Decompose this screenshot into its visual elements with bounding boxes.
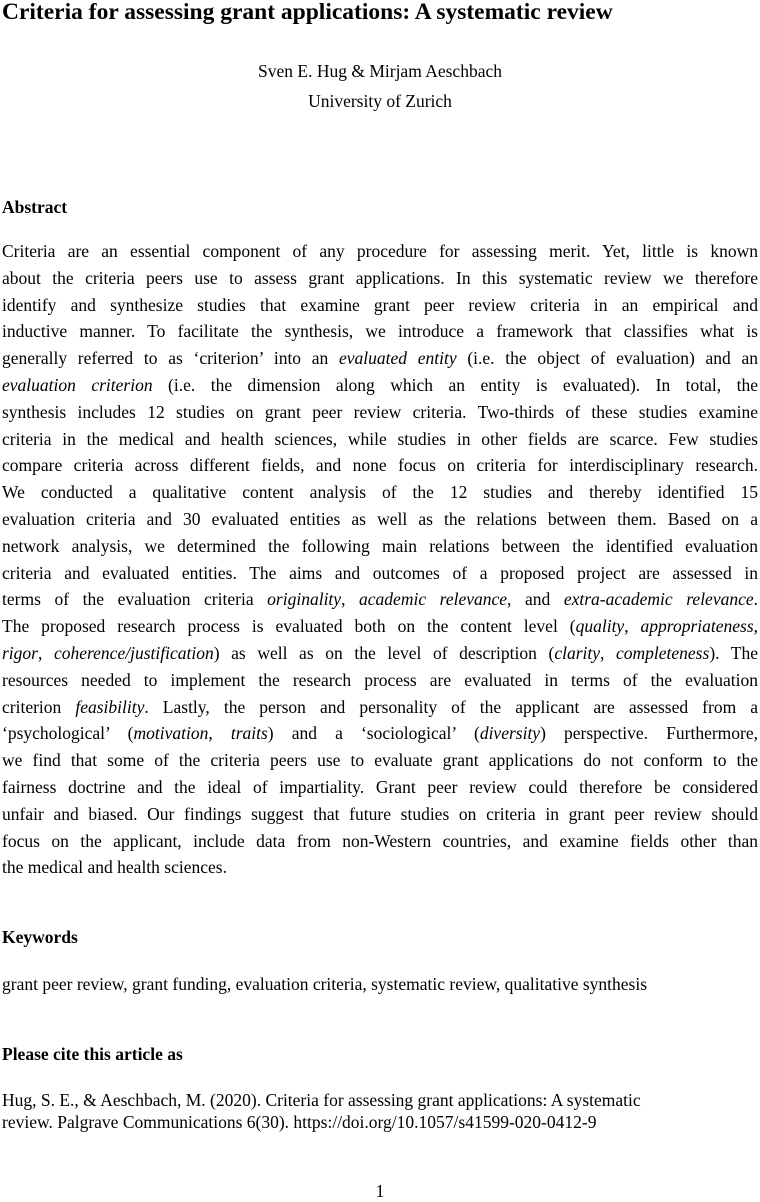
keywords-list: grant peer review, grant funding, evaluation criteria, systematic review, qualitative synthesis bbox=[2, 974, 648, 994]
abstract-text-run: ). The bbox=[709, 642, 759, 663]
abstract-emphasis: completeness bbox=[616, 642, 710, 663]
abstract-text-run: unfair and biased. Our findings suggest that future studies on criteria in grant peer review should bbox=[2, 803, 758, 824]
abstract-text-run: identify and synthesize studies that examine grant peer review criteria in an empirical and bbox=[2, 294, 758, 315]
citation-line[interactable]: review. Palgrave Communications 6(30). https://doi.org/10.1057/s41599-020-0412-9 bbox=[2, 1112, 597, 1132]
abstract-heading: Abstract bbox=[2, 197, 68, 217]
abstract-text-run: we find that some of the criteria peers use to evaluate grant applications do not conform to the bbox=[2, 750, 758, 771]
abstract-text-run: (i.e. the object of evaluation) and an bbox=[456, 348, 758, 369]
abstract-line bbox=[2, 774, 758, 801]
abstract-line bbox=[2, 828, 758, 855]
author-affiliation: University of Zurich bbox=[308, 91, 452, 111]
abstract-emphasis: academic relevance bbox=[359, 589, 508, 610]
abstract-line bbox=[2, 238, 758, 265]
abstract-text-run: compare criteria across different fields, and none focus on criteria for interdisciplinary research. bbox=[2, 455, 758, 476]
abstract-text-run: criteria and evaluated entities. The aims and outcomes of a proposed project are assessed in bbox=[2, 562, 758, 583]
abstract-text-run: , bbox=[624, 616, 641, 637]
abstract-text-run: evaluation criteria and 30 evaluated entities as well as the relations between them. Based on a bbox=[2, 508, 758, 529]
abstract-line bbox=[2, 560, 758, 587]
abstract-line bbox=[2, 613, 758, 640]
keywords-heading: Keywords bbox=[2, 927, 78, 947]
abstract-line bbox=[2, 854, 758, 881]
abstract-emphasis: diversity bbox=[479, 723, 541, 744]
abstract-text-run: about the criteria peers use to assess grant applications. In this systematic review we therefore bbox=[2, 267, 758, 288]
abstract-emphasis: clarity bbox=[554, 642, 601, 663]
abstract-line bbox=[2, 318, 758, 345]
abstract-line bbox=[2, 265, 758, 292]
abstract-line bbox=[2, 399, 758, 426]
abstract-text-run: terms of the evaluation criteria bbox=[2, 589, 268, 610]
abstract-line bbox=[2, 586, 758, 613]
abstract-text-run: the medical and health sciences. bbox=[2, 857, 227, 878]
abstract-text-run: The proposed research process is evaluated both on the content level ( bbox=[2, 616, 576, 637]
abstract-text-run: inductive manner. To facilitate the synthesis, we introduce a framework that classifies what is bbox=[2, 321, 758, 342]
abstract-text-run: Criteria are an essential component of any procedure for assessing merit. Yet, little is known bbox=[2, 241, 758, 261]
abstract-text-run: criteria in the medical and health sciences, while studies in other fields are scarce. Few studies bbox=[2, 428, 758, 449]
abstract-text-run: , and bbox=[507, 589, 564, 610]
abstract-text-run: , bbox=[341, 589, 360, 610]
abstract-line bbox=[2, 720, 758, 747]
citation-line: Hug, S. E., & Aeschbach, M. (2020). Criteria for assessing grant applications: A systematic bbox=[2, 1090, 641, 1110]
abstract-line bbox=[2, 506, 758, 533]
abstract-emphasis: traits bbox=[230, 723, 268, 744]
abstract-emphasis: quality bbox=[575, 616, 625, 637]
abstract-emphasis: rigor bbox=[2, 642, 38, 663]
abstract-body bbox=[2, 238, 758, 881]
abstract-text-run: ) perspective. Furthermore, bbox=[540, 723, 759, 744]
abstract-emphasis: motivation bbox=[133, 723, 209, 744]
abstract-emphasis: appropriateness bbox=[640, 616, 754, 637]
citation-heading: Please cite this article as bbox=[2, 1044, 183, 1064]
abstract-text-run: (i.e. the dimension along which an entity is evaluated). In total, the bbox=[152, 374, 758, 395]
abstract-line bbox=[2, 479, 758, 506]
abstract-line bbox=[2, 667, 758, 694]
abstract-line bbox=[2, 533, 758, 560]
abstract-text-run: synthesis includes 12 studies on grant peer review criteria. Two-thirds of these studies examine bbox=[2, 401, 758, 422]
abstract-text-run: generally referred to as ‘criterion’ into an bbox=[2, 348, 339, 369]
abstract-emphasis: evaluated entity bbox=[339, 348, 457, 369]
abstract-line bbox=[2, 452, 758, 479]
abstract-emphasis: feasibility bbox=[75, 696, 145, 717]
abstract-text-run: We conducted a qualitative content analysis of the 12 studies and thereby identified 15 bbox=[2, 482, 758, 503]
abstract-emphasis: evaluation criterion bbox=[2, 374, 153, 395]
abstract-line bbox=[2, 372, 758, 399]
abstract-text-run: . bbox=[753, 589, 758, 610]
abstract-text-run: , bbox=[600, 642, 616, 663]
abstract-text-run: . Lastly, the person and personality of the applicant are assessed from a bbox=[144, 696, 759, 717]
abstract-text-run: criterion bbox=[2, 696, 76, 717]
abstract-line bbox=[2, 801, 758, 828]
abstract-text-run: resources needed to implement the research process are evaluated in terms of the evaluation bbox=[2, 669, 758, 690]
abstract-emphasis: extra-academic relevance bbox=[563, 589, 754, 610]
abstract-line bbox=[2, 694, 758, 721]
abstract-emphasis: originality bbox=[267, 589, 342, 610]
paper-authors: Sven E. Hug & Mirjam Aeschbach bbox=[258, 61, 502, 81]
page-number: 1 bbox=[375, 1181, 385, 1201]
abstract-text-run: fairness doctrine and the ideal of impartiality. Grant peer review could therefore be considered bbox=[2, 776, 758, 797]
abstract-emphasis: coherence/justification bbox=[53, 642, 214, 663]
abstract-text-run: , bbox=[37, 642, 54, 663]
citation-text bbox=[2, 1089, 742, 1133]
abstract-line bbox=[2, 747, 758, 774]
paper-title: Criteria for assessing grant applications: A systematic review bbox=[2, 0, 613, 25]
abstract-line bbox=[2, 640, 758, 667]
abstract-text-run: ‘psychological’ ( bbox=[2, 723, 134, 744]
abstract-text-run: network analysis, we determined the following main relations between the identified evaluation bbox=[2, 535, 758, 556]
abstract-text-run: ) and a ‘sociological’ ( bbox=[267, 723, 480, 744]
abstract-line bbox=[2, 426, 758, 453]
abstract-line bbox=[2, 345, 758, 372]
abstract-text-run: , bbox=[753, 616, 759, 637]
abstract-text-run: , bbox=[208, 723, 231, 744]
abstract-line bbox=[2, 292, 758, 319]
abstract-text-run: ) as well as on the level of description ( bbox=[213, 642, 555, 663]
abstract-text-run: focus on the applicant, include data from non-Western countries, and examine fields other than bbox=[2, 830, 758, 851]
